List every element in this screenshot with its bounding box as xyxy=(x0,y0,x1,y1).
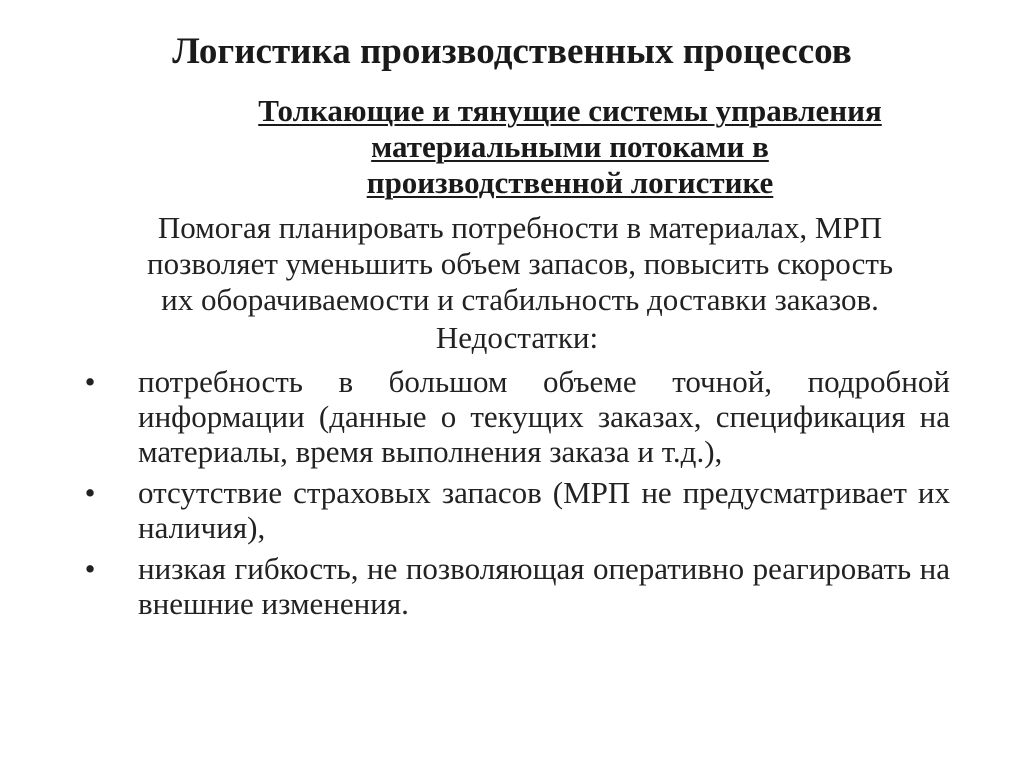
intro-paragraph xyxy=(80,210,960,318)
drawbacks-heading: Недостатки: xyxy=(435,320,599,355)
bullet-icon: • xyxy=(84,551,96,586)
list-item xyxy=(80,475,950,545)
list-item xyxy=(80,551,950,621)
subtitle-line: материальными потоками в xyxy=(371,129,769,164)
intro-line: позволяет уменьшить объем запасов, повысить скорость xyxy=(146,246,894,281)
bullet-text: потребность в большом объеме точной, подробной информации (данные о текущих заказах, спецификация на материалы, время выполнения заказа и т.д.), xyxy=(138,364,950,469)
slide-title: Логистика производственных процессов xyxy=(172,31,852,72)
bullet-icon: • xyxy=(84,475,96,510)
bullet-text: низкая гибкость, не позволяющая оперативно реагировать на внешние изменения. xyxy=(138,551,950,621)
bullet-text: отсутствие страховых запасов (МРП не предусматривает их наличия), xyxy=(138,475,950,545)
subtitle-line: Толкающие и тянущие системы управления xyxy=(258,93,882,128)
drawbacks-list xyxy=(80,364,950,627)
bullet-icon: • xyxy=(84,364,96,399)
subtitle-line: производственной логистике xyxy=(366,165,774,200)
list-item xyxy=(80,364,950,469)
slide-subtitle xyxy=(180,93,960,201)
intro-line: их оборачиваемости и стабильность доставки заказов. xyxy=(161,282,879,317)
intro-line: Помогая планировать потребности в материалах, МРП xyxy=(157,210,883,245)
